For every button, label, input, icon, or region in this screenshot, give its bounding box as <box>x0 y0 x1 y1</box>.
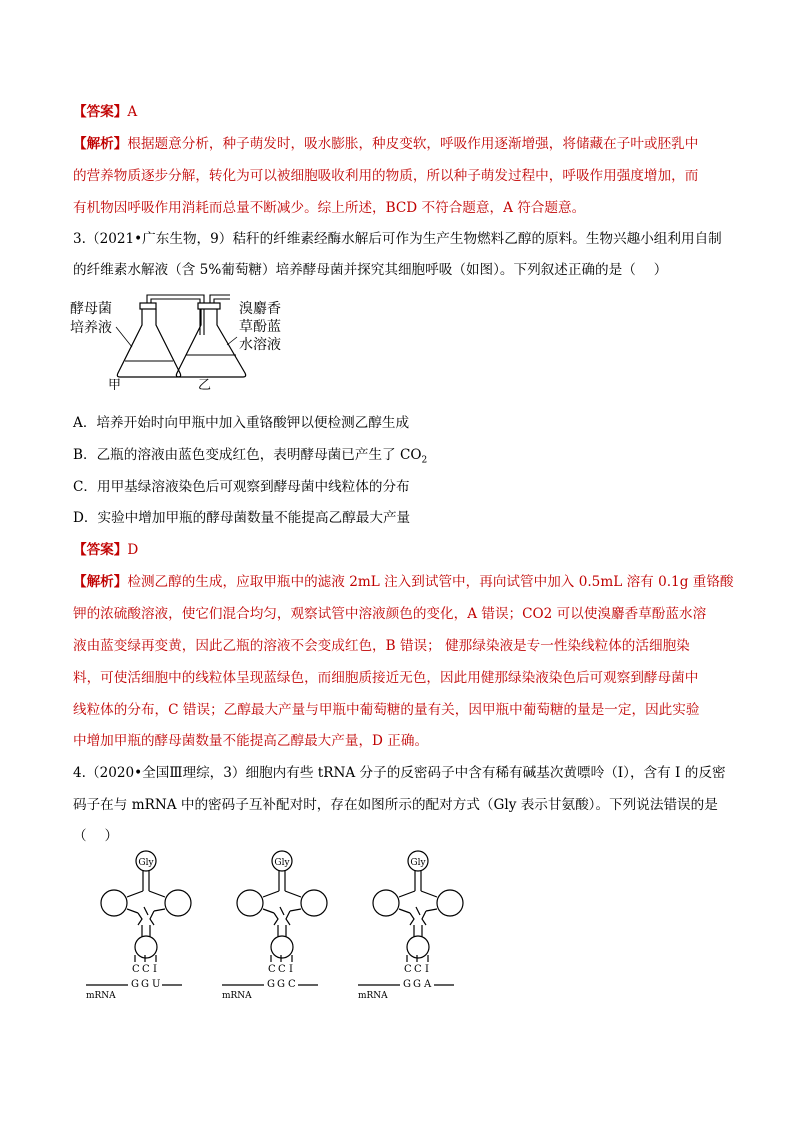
acceptor-stem <box>415 871 421 891</box>
anticodon-stem <box>414 925 422 937</box>
label-btb-1: 溴麝香 <box>239 301 281 317</box>
anticodon-base: I <box>289 964 293 975</box>
q3-analysis-line-6: 中增加甲瓶的酵母菌数量不能提高乙醇最大产量，D 正确。 <box>73 733 429 749</box>
mrna-label: mRNA <box>86 991 116 1001</box>
q3-analysis-line-3: 液由蓝变绿再变黄，因此乙瓶的溶液不会变成红色，B 错误； 健那绿染液是专一性染线粒体的活细胞染 <box>73 638 690 654</box>
q4-trna-figure <box>78 845 478 1005</box>
codon-base: G <box>277 979 285 990</box>
q2-answer <box>73 103 137 121</box>
codon-base: G <box>141 979 149 990</box>
label-btb-3: 水溶液 <box>239 337 281 353</box>
q3-option-a: A．培养开始时向甲瓶中加入重铬酸钾以便检测乙醇生成 <box>73 415 410 431</box>
q3-option-b: B．乙瓶的溶液由蓝色变成红色，表明酵母菌已产生了 $CO_2$ <box>73 447 428 466</box>
flask-b <box>176 303 245 377</box>
t-loop <box>301 890 327 916</box>
flask-a-label: 甲 <box>108 378 122 390</box>
anticodon-base: C <box>142 964 150 975</box>
central-junction <box>274 907 290 925</box>
amino-acid-label: Gly <box>138 858 154 868</box>
anticodon-base: C <box>404 964 412 975</box>
q3-option-c: C．用甲基绿溶液染色后可观察到酵母菌中线粒体的分布 <box>73 479 410 495</box>
anticodon-base: I <box>425 964 429 975</box>
anticodon-stem <box>142 925 150 937</box>
central-junction <box>138 907 154 925</box>
d-loop <box>237 890 263 916</box>
q3-stem-line-2: 的纤维素水解液（含 5%葡萄糖）培养酵母菌并探究其细胞呼吸（如图）。下列叙述正确的是（ ） <box>73 262 668 278</box>
anticodon-loop <box>271 936 293 958</box>
label-culture: 培养液 <box>70 320 112 336</box>
q3-analysis-line-5: 线粒体的分布，C 错误；乙醇最大产量与甲瓶中葡萄糖的量有关，因甲瓶中葡萄糖的量是一定，因此实验 <box>73 702 700 718</box>
q3-option-d: D．实验中增加甲瓶的酵母菌数量不能提高乙醇最大产量 <box>73 510 411 526</box>
q3-answer: 【答案】D <box>73 542 139 558</box>
trna-3 <box>358 851 463 1001</box>
anticodon-base: I <box>153 964 157 975</box>
q3-flask-figure <box>70 285 300 390</box>
codon-base: G <box>267 979 275 990</box>
analysis-label: 【解析】 <box>73 136 128 152</box>
q3-answer-value: D <box>127 542 139 558</box>
anticodon-base: C <box>278 964 286 975</box>
q2-analysis-line-1: 【解析】根据题意分析，种子萌发时，吸水膨胀，种皮变软，呼吸作用逐渐增强，将储藏在子叶或胚乳中 <box>73 136 699 152</box>
anticodon-loop <box>407 936 429 958</box>
t-loop <box>437 890 463 916</box>
q4-stem-line-1: 4.（2020•全国Ⅲ理综，3）细胞内有些 tRNA 分子的反密码子中含有稀有碱基次黄嘌呤（I），含有 I 的反密 <box>73 765 726 781</box>
anticodon-base: C <box>268 964 276 975</box>
mrna-label: mRNA <box>222 991 252 1001</box>
codon-base: U <box>152 979 161 990</box>
codon-base: G <box>403 979 411 990</box>
q3-analysis-line-2: 钾的浓硫酸溶液，使它们混合均匀，观察试管中溶液颜色的变化，A 错误；CO2 可以使溴麝香草酚蓝水溶 <box>73 606 707 622</box>
flask-b-label: 乙 <box>198 378 212 390</box>
leader-lines <box>116 327 237 347</box>
acceptor-stem <box>279 871 285 891</box>
q2-answer-value: A <box>127 104 138 120</box>
amino-acid-label: Gly <box>410 858 426 868</box>
q3-analysis-line-1: 【解析】检测乙醇的生成，应取甲瓶中的滤液 2mL 注入到试管中，再向试管中加入 0.5mL 溶有 0.1g 重铬酸 <box>73 574 734 590</box>
anticodon-base: C <box>414 964 422 975</box>
codon-base: C <box>288 979 296 990</box>
central-junction <box>410 907 426 925</box>
q2-analysis-line-2: 的营养物质逐步分解，转化为可以被细胞吸收利用的物质，所以种子萌发过程中，呼吸作用强度增加，而 <box>73 168 699 184</box>
t-loop <box>165 890 191 916</box>
q2-analysis-line-3: 有机物因呼吸作用消耗而总量不断减少。综上所述，BCD 不符合题意，A 符合题意。 <box>73 200 586 216</box>
q4-stem-line-2: 码子在与 mRNA 中的密码子互补配对时，存在如图所示的配对方式（Gly 表示甘氨酸）。下列说法错误的是 <box>73 797 718 813</box>
q4-stem-line-3: （ ） <box>73 828 119 844</box>
answer-label: 【答案】 <box>73 104 128 120</box>
codon-base: G <box>131 979 139 990</box>
label-btb-2: 草酚蓝 <box>239 319 281 335</box>
trna-1 <box>86 851 191 1001</box>
anticodon-loop <box>135 936 157 958</box>
q3-analysis-line-4: 料，可使活细胞中的线粒体呈现蓝绿色，而细胞质接近无色，因此用健那绿染液染色后可观察到酵母菌中 <box>73 670 699 686</box>
acceptor-stem <box>143 871 149 891</box>
anticodon-base: C <box>132 964 140 975</box>
label-yeast: 酵母菌 <box>70 301 112 317</box>
trna-2 <box>222 851 327 1001</box>
d-loop <box>101 890 127 916</box>
d-loop <box>373 890 399 916</box>
q3-stem-line-1: 3.（2021•广东生物，9）秸秆的纤维素经酶水解后可作为生产生物燃料乙醇的原料。生物兴趣小组利用自制 <box>73 231 722 247</box>
codon-base: G <box>413 979 421 990</box>
mrna-label: mRNA <box>358 991 388 1001</box>
codon-base: A <box>424 979 432 990</box>
anticodon-stem <box>278 925 286 937</box>
amino-acid-label: Gly <box>274 858 290 868</box>
